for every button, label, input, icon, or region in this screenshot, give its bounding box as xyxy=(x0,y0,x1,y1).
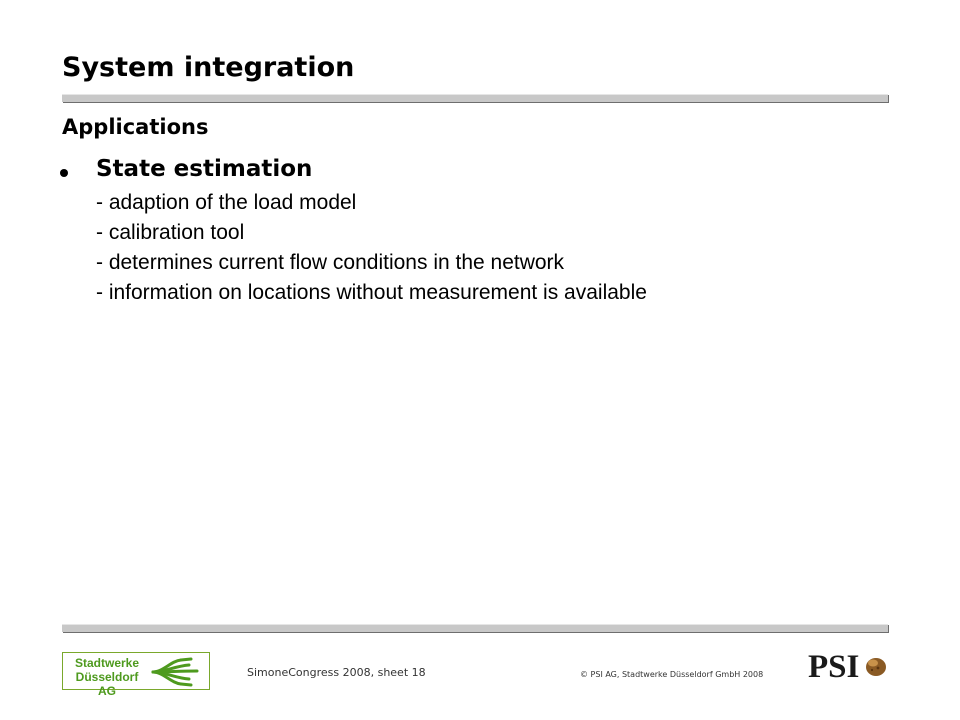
bullet-detail-line: - determines current flow conditions in the network xyxy=(96,251,565,274)
footer-sheet-label: SimoneCongress 2008, sheet 18 xyxy=(247,666,426,679)
footer-copyright: © PSI AG, Stadtwerke Düsseldorf GmbH 2008 xyxy=(580,670,764,679)
psi-logo xyxy=(806,646,888,684)
page-title: System integration xyxy=(62,52,355,83)
bullet-detail-line: - information on locations without measurement is available xyxy=(96,281,647,304)
psi-logo-text: PSI xyxy=(808,649,860,684)
potato-icon xyxy=(866,658,886,676)
stadtwerke-logo-text xyxy=(67,656,147,698)
bullet-heading: State estimation xyxy=(96,156,313,182)
bullet-detail-line: - adaption of the load model xyxy=(96,191,357,214)
stadtwerke-logo xyxy=(62,652,210,698)
stadtwerke-mark-icon xyxy=(151,657,205,687)
stadtwerke-logo-line2: Düsseldorf AG xyxy=(75,670,139,698)
title-divider xyxy=(62,94,888,102)
bullet-detail-line: - calibration tool xyxy=(96,221,245,244)
bullet-dot-icon xyxy=(60,169,68,177)
footer-divider xyxy=(62,624,888,632)
section-title: Applications xyxy=(62,115,209,139)
bullet-detail-list xyxy=(96,188,647,308)
stadtwerke-logo-line1: Stadtwerke xyxy=(74,656,140,670)
